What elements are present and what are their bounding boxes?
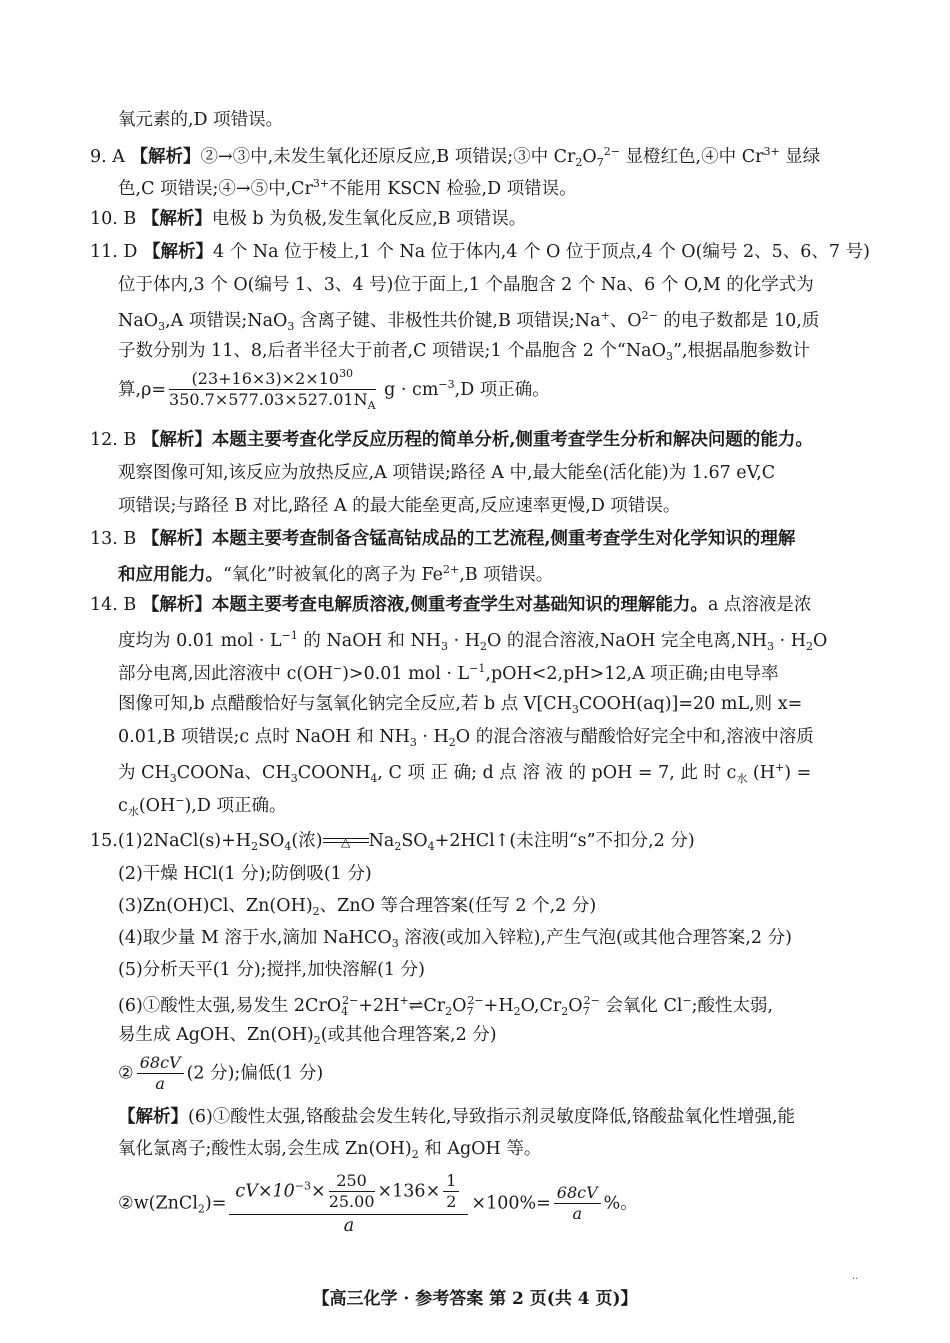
analysis-tag: 【解析】 (141, 430, 212, 450)
answer-11-line1: 11. D 【解析】4 个 Na 位于棱上,1 个 Na 位于体内,4 个 O 位于顶点,4 个 O(编号 2、5、6、7 号) (90, 242, 870, 262)
answer-14-line2: 度均为 0.01 mol · $L^{-1}$ 的 NaOH 和 $NH_3 \cdot H_2O$ 的混合溶液,NaOH 完全电离$,NH_3 \cdot H_2O$ (118, 629, 828, 653)
explanation-line1: 【解析】(6)①酸性太强,铬酸盐会发生转化,导致指示剂灵敏度降低,铬酸盐氧化性增强,能 (118, 1107, 796, 1127)
answer-14-line4: 图像可知,b 点醋酸恰好与氢氧化钠完全反应,若 b 点 $V[CH_3COOH(aq)]=20$ mL,则 x= (118, 694, 803, 716)
line-continuation: 氧元素的,D 项错误。 (118, 110, 284, 130)
answer-9-number: 9. A (90, 147, 125, 167)
answer-9-line2: 色,C 项错误;④→⑤中$,Cr^{3+}$不能用 KSCN 检验,D 项错误。 (118, 177, 577, 199)
corner-mark: ·· (852, 1274, 859, 1285)
answer-15-part5: (5)分析天平(1 分);搅拌,加快溶解(1 分) (118, 960, 425, 980)
answer-12-line2: 观察图像可知,该反应为放热反应,A 项错误;路径 A 中,最大能垒(活化能)为 1.67 eV,C (118, 463, 776, 483)
answer-15-part4: (4)取少量 M 溶于水,滴加 NaHCO$_3$ 溶液(或加入锌粒),产生气泡(或其他合理答案,2 分) (118, 928, 792, 950)
answer-14-line3: 部分电离,因此溶液中 c(OH−)>0.01 mol · $L^{-1},pOH<2,pH>12,A$ 项正确;由电导率 (118, 662, 779, 684)
answer-14-number: 14. B (90, 595, 137, 615)
answer-11-line4: 子数分别为 11、8,后者半径大于前者,C 项错误;1 个晶胞含 2 个“NaO$_3$”,根据晶胞参数计 (118, 341, 810, 363)
explanation-line2: 氧化氯离子;酸性太弱,会生成 $Zn(OH)_2$ 和 AgOH 等。 (118, 1139, 542, 1161)
analysis-tag: 【解析】 (143, 242, 214, 262)
analysis-tag: 【解析】 (141, 595, 212, 615)
answer-12-line1: 12. B 【解析】本题主要考查化学反应历程的简单分析,侧重考查学生分析和解决问题的能力。 (90, 430, 813, 450)
mass-fraction-main-fraction: $cV\times 10^{-3}\times$ $\frac{250}{25.00}$ ×136× $\frac{1}{2}$ a (229, 1172, 468, 1236)
answer-14-line5: 0.01,B 项错误;c 点时 NaOH 和 $NH_3 \cdot H_2O$ 的混合溶液与醋酸恰好完全中和,溶液中溶质 (118, 727, 814, 749)
answer-15-part6-2: ② $\frac{68cV}{a}$ (2 分);偏低(1 分) (118, 1053, 324, 1094)
answer-15-part2: (2)干燥 HCl(1 分);防倒吸(1 分) (118, 864, 372, 884)
answer-12-number: 12. B (90, 430, 137, 450)
page-footer: 【高三化学 · 参考答案 第 2 页(共 4 页)】 (312, 1289, 638, 1309)
answer-10-number: 10. B (90, 209, 137, 229)
analysis-tag: 【解析】 (130, 147, 201, 167)
result-fraction: $\frac{68cV}{a}$ (137, 1054, 184, 1094)
mass-fraction-formula: ②w(ZnCl$_2$)= $cV\times 10^{-3}\times$ $\frac{250}{25.00}$ ×136× $\frac{1}{2}$ a ×100%= $\frac{68cV}{a}$ %。 (118, 1171, 638, 1236)
answer-14-line6: 为 $CH_3COONa$、$CH_3COONH_4$, C 项 正 确; d 点 溶 液 的 pOH = 7, 此 时 $c_水$ (H+) = (118, 761, 812, 785)
heat-triangle-icon: △ (340, 835, 351, 849)
answer-15-part3: (3)Zn(OH)Cl、$Zn(OH)_2$、ZnO 等合理答案(任写 2 个,2 分) (118, 896, 597, 918)
analysis-tag: 【解析】 (141, 209, 212, 229)
answer-11-number: 11. D (90, 242, 138, 262)
answer-10: 10. B 【解析】电极 b 为负极,发生氧化反应,B 项错误。 (90, 209, 527, 229)
answer-13-line2: 和应用能力。“氧化”时被氧化的离子为 $Fe^{2+},B$ 项错误。 (118, 563, 554, 585)
answer-9-line1: 9. A 【解析】②→③中,未发生氧化还原反应,B 项错误;③中 $Cr_2O_7^{2-}$ 显橙红色,④中 $Cr^{3+}$ 显绿 (90, 145, 821, 169)
answer-11-line3: NaO$_3$,A 项错误;NaO$_3$ 含离子键、非极性共价键,B 项错误;Na+、$O^{2-}$ 的电子数都是 10,质 (118, 309, 820, 333)
answer-15-part1: $15.(1)2NaCl(s)+H_2SO_4$(浓) △ $Na_2SO_4+2HCl↑$(未注明“s”不扣分,2 分) (90, 831, 695, 853)
answer-11-line2: 位于体内,3 个 O(编号 1、3、4 号)位于面上,1 个晶胞含 2 个 Na、6 个 O,M 的化学式为 (118, 275, 814, 295)
answer-15-number: 15. (90, 831, 118, 851)
answer-13-number: 13. B (90, 529, 137, 549)
answer-14-line7: $c_水(OH^-),D$ 项正确。 (118, 794, 287, 818)
answer-15-part6-line1: (6)①酸性太强,易发生 $2CrO_4^{2-}+2H^+\rightleftharpoons Cr_2O_7^{2-}+H_2O,Cr_2O_7^{2-}$ 会氧化 Cl−;酸性太弱, (118, 994, 774, 1018)
density-fraction: $\frac{(23+16\times 3)\times 2\times 10^{30}}{350.7\times 577.03\times 527.01N_A}$ (169, 367, 376, 413)
analysis-tag: 【解析】 (141, 529, 212, 549)
answer-13-line1: 13. B 【解析】本题主要考查制备含锰高钴成品的工艺流程,侧重考查学生对化学知识的理解 (90, 529, 796, 549)
analysis-tag: 【解析】 (118, 1107, 188, 1127)
half-fraction: $\frac{1}{2}$ (443, 1172, 459, 1212)
answer-11-density-formula: 算,ρ= $\frac{(23+16\times 3)\times 2\times 10^{30}}{350.7\times 577.03\times 527.01N_A}$ $g \cdot cm^{-3},D$ 项正确。 (118, 367, 550, 413)
answer-12-line3: 项错误;与路径 B 对比,路径 A 的最大能垒更高,反应速率更慢,D 项错误。 (118, 496, 681, 516)
final-fraction: $\frac{68cV}{a}$ (554, 1184, 601, 1224)
answer-15-part6-line2: 易生成 AgOH、$Zn(OH)_2$(或其他合理答案,2 分) (118, 1025, 497, 1047)
answer-14-line1: 14. B 【解析】本题主要考查电解质溶液,侧重考查学生对基础知识的理解能力。a 点溶液是浓 (90, 595, 812, 615)
dilution-fraction: $\frac{250}{25.00}$ (328, 1171, 375, 1212)
